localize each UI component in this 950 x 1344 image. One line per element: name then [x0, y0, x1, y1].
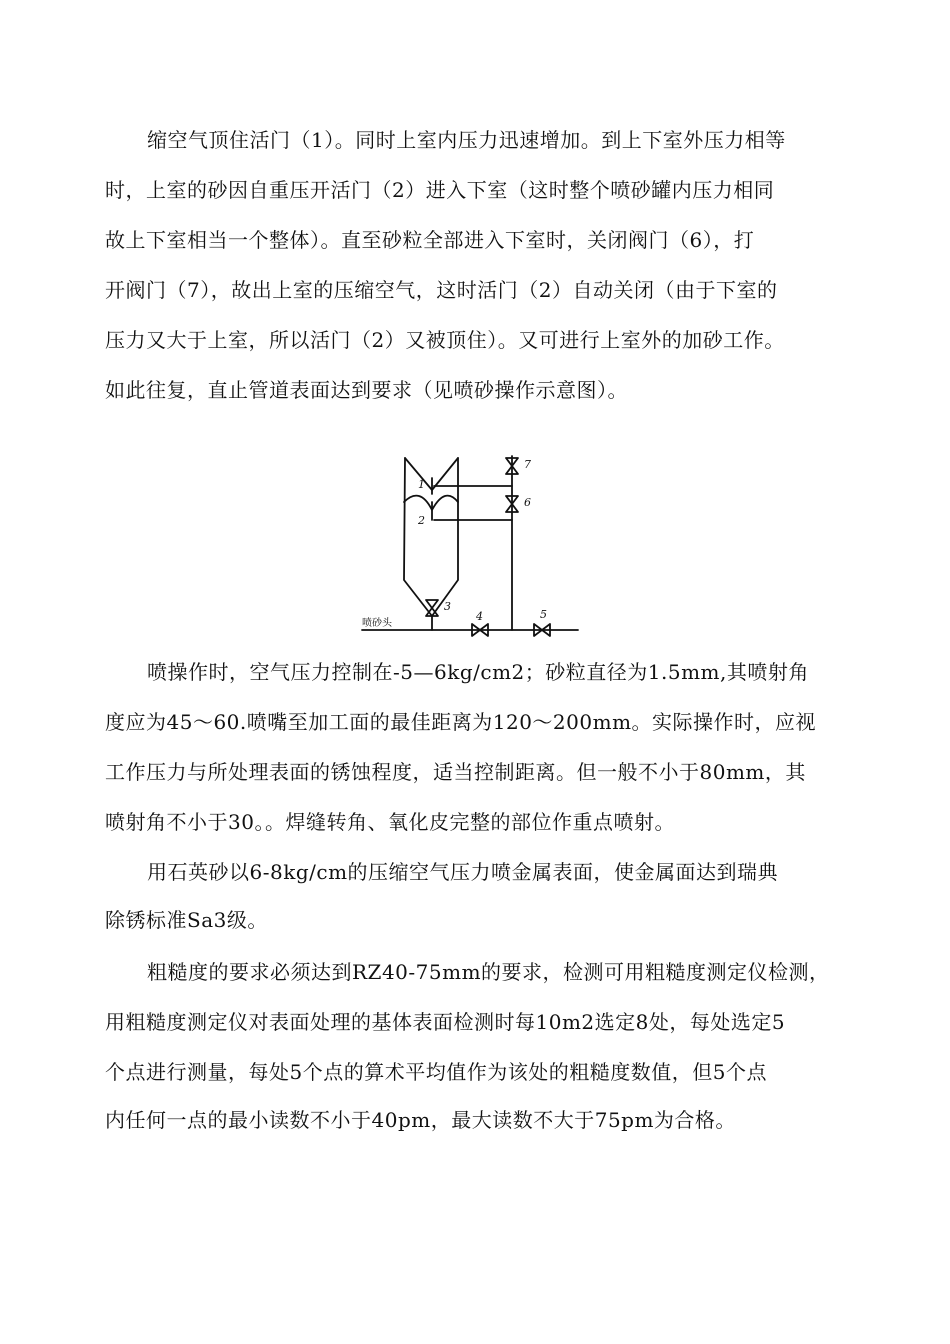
- text-line: 缩空气顶住活门（1）。同时上室内压力迅速增加。到上下室外压力相等: [147, 128, 786, 152]
- label-1: 1: [418, 478, 425, 491]
- lower-funnel: [404, 496, 458, 510]
- label-5: 5: [540, 608, 547, 621]
- label-3: 3: [444, 600, 451, 613]
- text-line: 用粗糙度测定仪对表面处理的基体表面检测时每10m2选定8处，每处选定5: [105, 1010, 786, 1034]
- outlet-label: 喷砂头: [362, 618, 392, 629]
- text-line: 喷射角不小于30。。焊缝转角、氧化皮完整的部位作重点喷射。: [105, 810, 675, 834]
- label-4: 4: [476, 610, 483, 623]
- text-line: 用石英砂以6-8kg/cm的压缩空气压力喷金属表面，使金属面达到瑞典: [147, 860, 779, 884]
- valve-3: [426, 600, 438, 616]
- text-line: 压力又大于上室，所以活门（2）又被顶住）。又可进行上室外的加砂工作。: [105, 328, 785, 352]
- text-line: 内任何一点的最小读数不小于40pm，最大读数不大于75pm为合格。: [105, 1108, 736, 1132]
- text-line: 故上下室相当一个整体）。直至砂粒全部进入下室时，关闭阀门（6），打: [105, 228, 755, 252]
- tank-outline: [404, 458, 458, 616]
- text-line: 如此往复，直止管道表面达到要求（见喷砂操作示意图）。: [105, 378, 628, 402]
- label-7: 7: [524, 458, 531, 471]
- text-line: 时，上室的砂因自重压开活门（2）进入下室（这时整个喷砂罐内压力相同: [105, 178, 775, 202]
- text-line: 粗糙度的要求必须达到RZ40-75mm的要求，检测可用粗糙度测定仪检测，: [147, 960, 830, 984]
- text-line: 工作压力与所处理表面的锈蚀程度，适当控制距离。但一般不小于80mm，其: [105, 760, 806, 784]
- label-6: 6: [524, 496, 531, 509]
- text-line: 度应为45～60.喷嘴至加工面的最佳距离为120～200mm。实际操作时，应视: [105, 710, 817, 734]
- text-line: 除锈标准Sa3级。: [105, 908, 268, 932]
- label-2: 2: [418, 514, 425, 527]
- text-line: 开阀门（7），故出上室的压缩空气，这时活门（2）自动关闭（由于下室的: [105, 278, 778, 302]
- text-line: 个点进行测量，每处5个点的算术平均值作为该处的粗糙度数值，但5个点: [105, 1060, 767, 1084]
- text-line: 喷操作时，空气压力控制在-5—6kg/cm2；砂粒直径为1.5mm,其喷射角: [147, 660, 809, 684]
- sandblast-diagram-svg: [350, 448, 590, 648]
- sandblast-diagram: [350, 448, 590, 648]
